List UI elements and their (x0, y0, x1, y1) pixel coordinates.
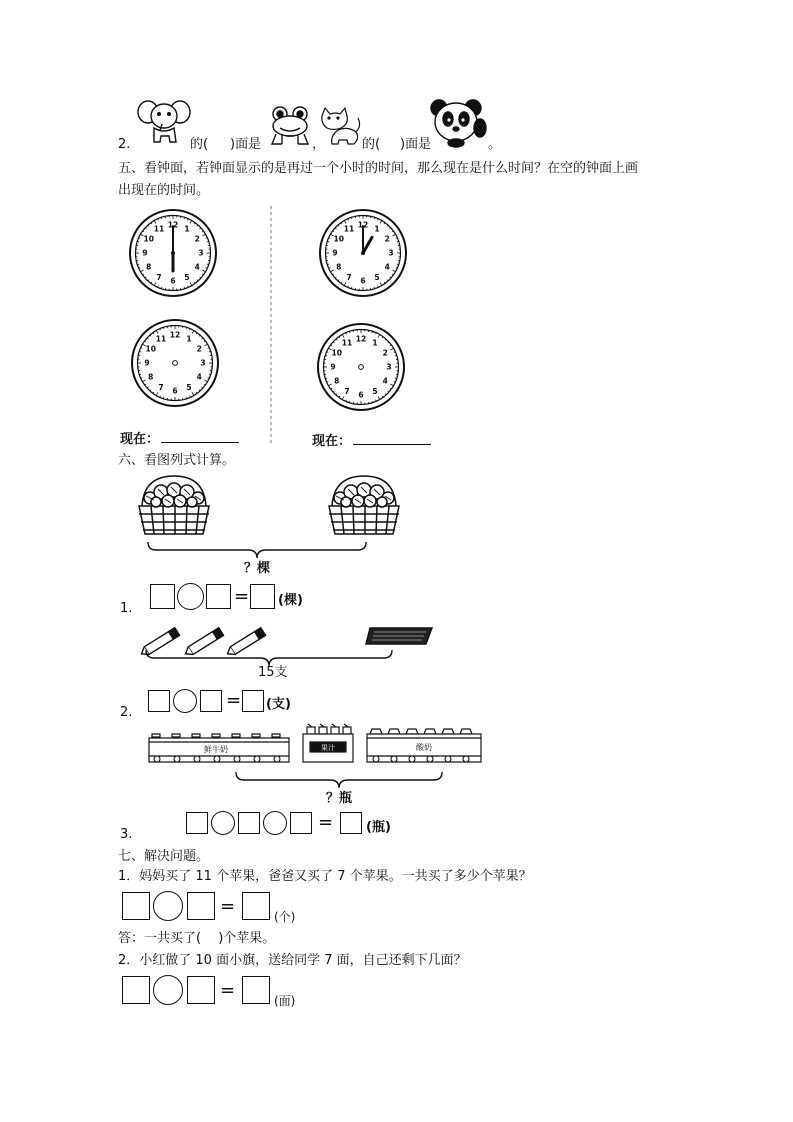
equals-sign: = (226, 690, 242, 711)
elephant-icon (136, 98, 192, 150)
p3-number: 3. (120, 827, 133, 842)
answer-box[interactable] (187, 976, 215, 1004)
clock-number: 12 (167, 220, 179, 230)
yogurt-crate-icon (366, 726, 482, 764)
clock-number: 11 (341, 338, 353, 348)
clock-face-given-1 (128, 208, 218, 298)
q2-text-3: 的( (362, 137, 381, 152)
now-answer-right (312, 432, 431, 450)
answer-box[interactable] (206, 584, 231, 609)
unit-label: (瓶) (366, 820, 391, 835)
answer-box[interactable] (238, 812, 260, 834)
clock-number: 11 (343, 224, 355, 234)
unit-label: (棵) (278, 593, 303, 608)
section7-q1: 1．妈妈买了 11 个苹果，爸爸又买了 7 个苹果。一共买了多少个苹果？ (118, 869, 532, 884)
now-answer-left (120, 430, 239, 448)
section7-title: 七、解决问题。 (118, 849, 210, 864)
operator-circle[interactable] (173, 689, 197, 713)
clock-number: 2 (384, 234, 390, 244)
answer-box[interactable] (150, 584, 175, 609)
clock-number: 1 (374, 224, 380, 234)
brace-label-2: 15支 (258, 665, 288, 680)
q2-text-2: )面是 (230, 137, 262, 152)
answer-box[interactable] (200, 690, 222, 712)
result-box[interactable] (242, 690, 264, 712)
clock-number: 9 (144, 358, 150, 368)
answer-box[interactable] (186, 812, 208, 834)
clock-number: 3 (200, 358, 206, 368)
result-box[interactable] (250, 584, 275, 609)
cat-icon (318, 106, 362, 146)
clock-number: 11 (155, 334, 167, 344)
equals-sign: = (318, 812, 334, 833)
answer-box[interactable] (187, 892, 215, 920)
equals-sign: = (234, 586, 250, 607)
answer-box[interactable] (290, 812, 312, 834)
brace-label-1: ？棵 (244, 561, 271, 576)
clock-number: 7 (344, 386, 350, 396)
clock-number: 6 (170, 276, 176, 286)
clock-number: 12 (357, 220, 369, 230)
brace-1 (146, 540, 368, 560)
clock-number: 4 (382, 376, 388, 386)
q2-number: 2. (118, 137, 131, 152)
unit-label: (面) (274, 994, 296, 1008)
clock-number: 10 (333, 234, 344, 244)
q2-text-1: 的( (190, 137, 209, 152)
answer-box[interactable] (122, 892, 150, 920)
clock-number: 2 (196, 344, 202, 354)
milk-crate-icon (148, 728, 290, 764)
operator-circle[interactable] (211, 811, 235, 835)
pencil-box-icon (364, 624, 434, 648)
clock-number: 6 (172, 386, 178, 396)
answer-box[interactable] (148, 690, 170, 712)
frog-icon (268, 104, 312, 148)
answer-box[interactable] (122, 976, 150, 1004)
clock-number: 12 (355, 334, 367, 344)
operator-circle[interactable] (153, 975, 183, 1005)
bottle-label-milk: 鲜牛奶 (204, 745, 228, 754)
brace-3 (234, 770, 444, 790)
clock-number: 3 (198, 248, 204, 258)
clock-number: 10 (145, 344, 156, 354)
clock-number: 8 (148, 372, 154, 382)
clock-number: 4 (196, 372, 202, 382)
clock-number: 6 (358, 390, 364, 400)
clock-number: 8 (146, 262, 152, 272)
clock-number: 5 (186, 382, 192, 392)
clock-number: 10 (331, 348, 342, 358)
clock-face-given-2 (318, 208, 408, 298)
operator-circle[interactable] (153, 891, 183, 921)
operator-circle[interactable] (177, 583, 204, 610)
result-box[interactable] (340, 812, 362, 834)
clock-number: 3 (386, 362, 392, 372)
clock-number: 4 (384, 262, 390, 272)
clock-number: 2 (382, 348, 388, 358)
bottle-label-yogurt: 酸奶 (416, 743, 432, 752)
clock-number: 5 (374, 272, 380, 282)
clock-number: 7 (158, 382, 164, 392)
p2-number: 2. (120, 705, 133, 720)
clock-number: 9 (332, 248, 338, 258)
p1-number: 1. (120, 601, 133, 616)
clock-number: 11 (153, 224, 165, 234)
section5-title-cont: 出现在的时间。 (118, 183, 210, 198)
operator-circle[interactable] (263, 811, 287, 835)
clock-number: 3 (388, 248, 394, 258)
clock-number: 7 (156, 272, 162, 282)
clock-number: 1 (186, 334, 192, 344)
clock-number: 8 (336, 262, 342, 272)
clock-number: 9 (142, 248, 148, 258)
unit-label: (个) (274, 910, 296, 924)
clock-number: 5 (184, 272, 190, 282)
now-label-right: 现在： (312, 434, 352, 449)
brace-label-3: ？瓶 (326, 791, 353, 806)
basket-icon-right (326, 476, 402, 538)
q2-text-4: )面是 (400, 137, 432, 152)
basket-icon-left (136, 476, 212, 538)
section7-q2: 2．小红做了 10 面小旗，送给同学 7 面，自己还剩下几面？ (118, 953, 467, 968)
clock-number: 12 (169, 330, 181, 340)
clock-number: 9 (330, 362, 336, 372)
clock-face-blank-1[interactable] (130, 318, 220, 408)
clock-number: 4 (194, 262, 200, 272)
clock-number: 10 (143, 234, 154, 244)
clock-number: 1 (372, 338, 378, 348)
panda-icon (430, 98, 488, 148)
juice-crate-icon (302, 722, 354, 764)
clock-divider (270, 206, 272, 446)
result-box[interactable] (242, 976, 270, 1004)
now-label-left: 现在： (120, 432, 160, 447)
result-box[interactable] (242, 892, 270, 920)
clock-face-blank-2[interactable] (316, 322, 406, 412)
q2-end: 。 (488, 137, 502, 152)
section7-answer: 答：一共买了( )个苹果。 (118, 931, 276, 946)
section6-title: 六、看图列式计算。 (118, 453, 236, 468)
bottle-label-juice: 果汁 (321, 744, 335, 752)
equals-sign: = (220, 980, 236, 1001)
section5-title: 五、看钟面，若钟面显示的是再过一个小时的时间，那么现在是什么时间？在空的钟面上画 (118, 161, 639, 176)
clock-number: 6 (360, 276, 366, 286)
equals-sign: = (220, 896, 236, 917)
unit-label: (支) (266, 697, 291, 712)
now-blank-left[interactable] (161, 430, 239, 443)
clock-number: 8 (334, 376, 340, 386)
clock-number: 1 (184, 224, 190, 234)
clock-number: 5 (372, 386, 378, 396)
now-blank-right[interactable] (353, 432, 431, 445)
q2-comma: ， (312, 137, 326, 152)
clock-number: 7 (346, 272, 352, 282)
clock-number: 2 (194, 234, 200, 244)
